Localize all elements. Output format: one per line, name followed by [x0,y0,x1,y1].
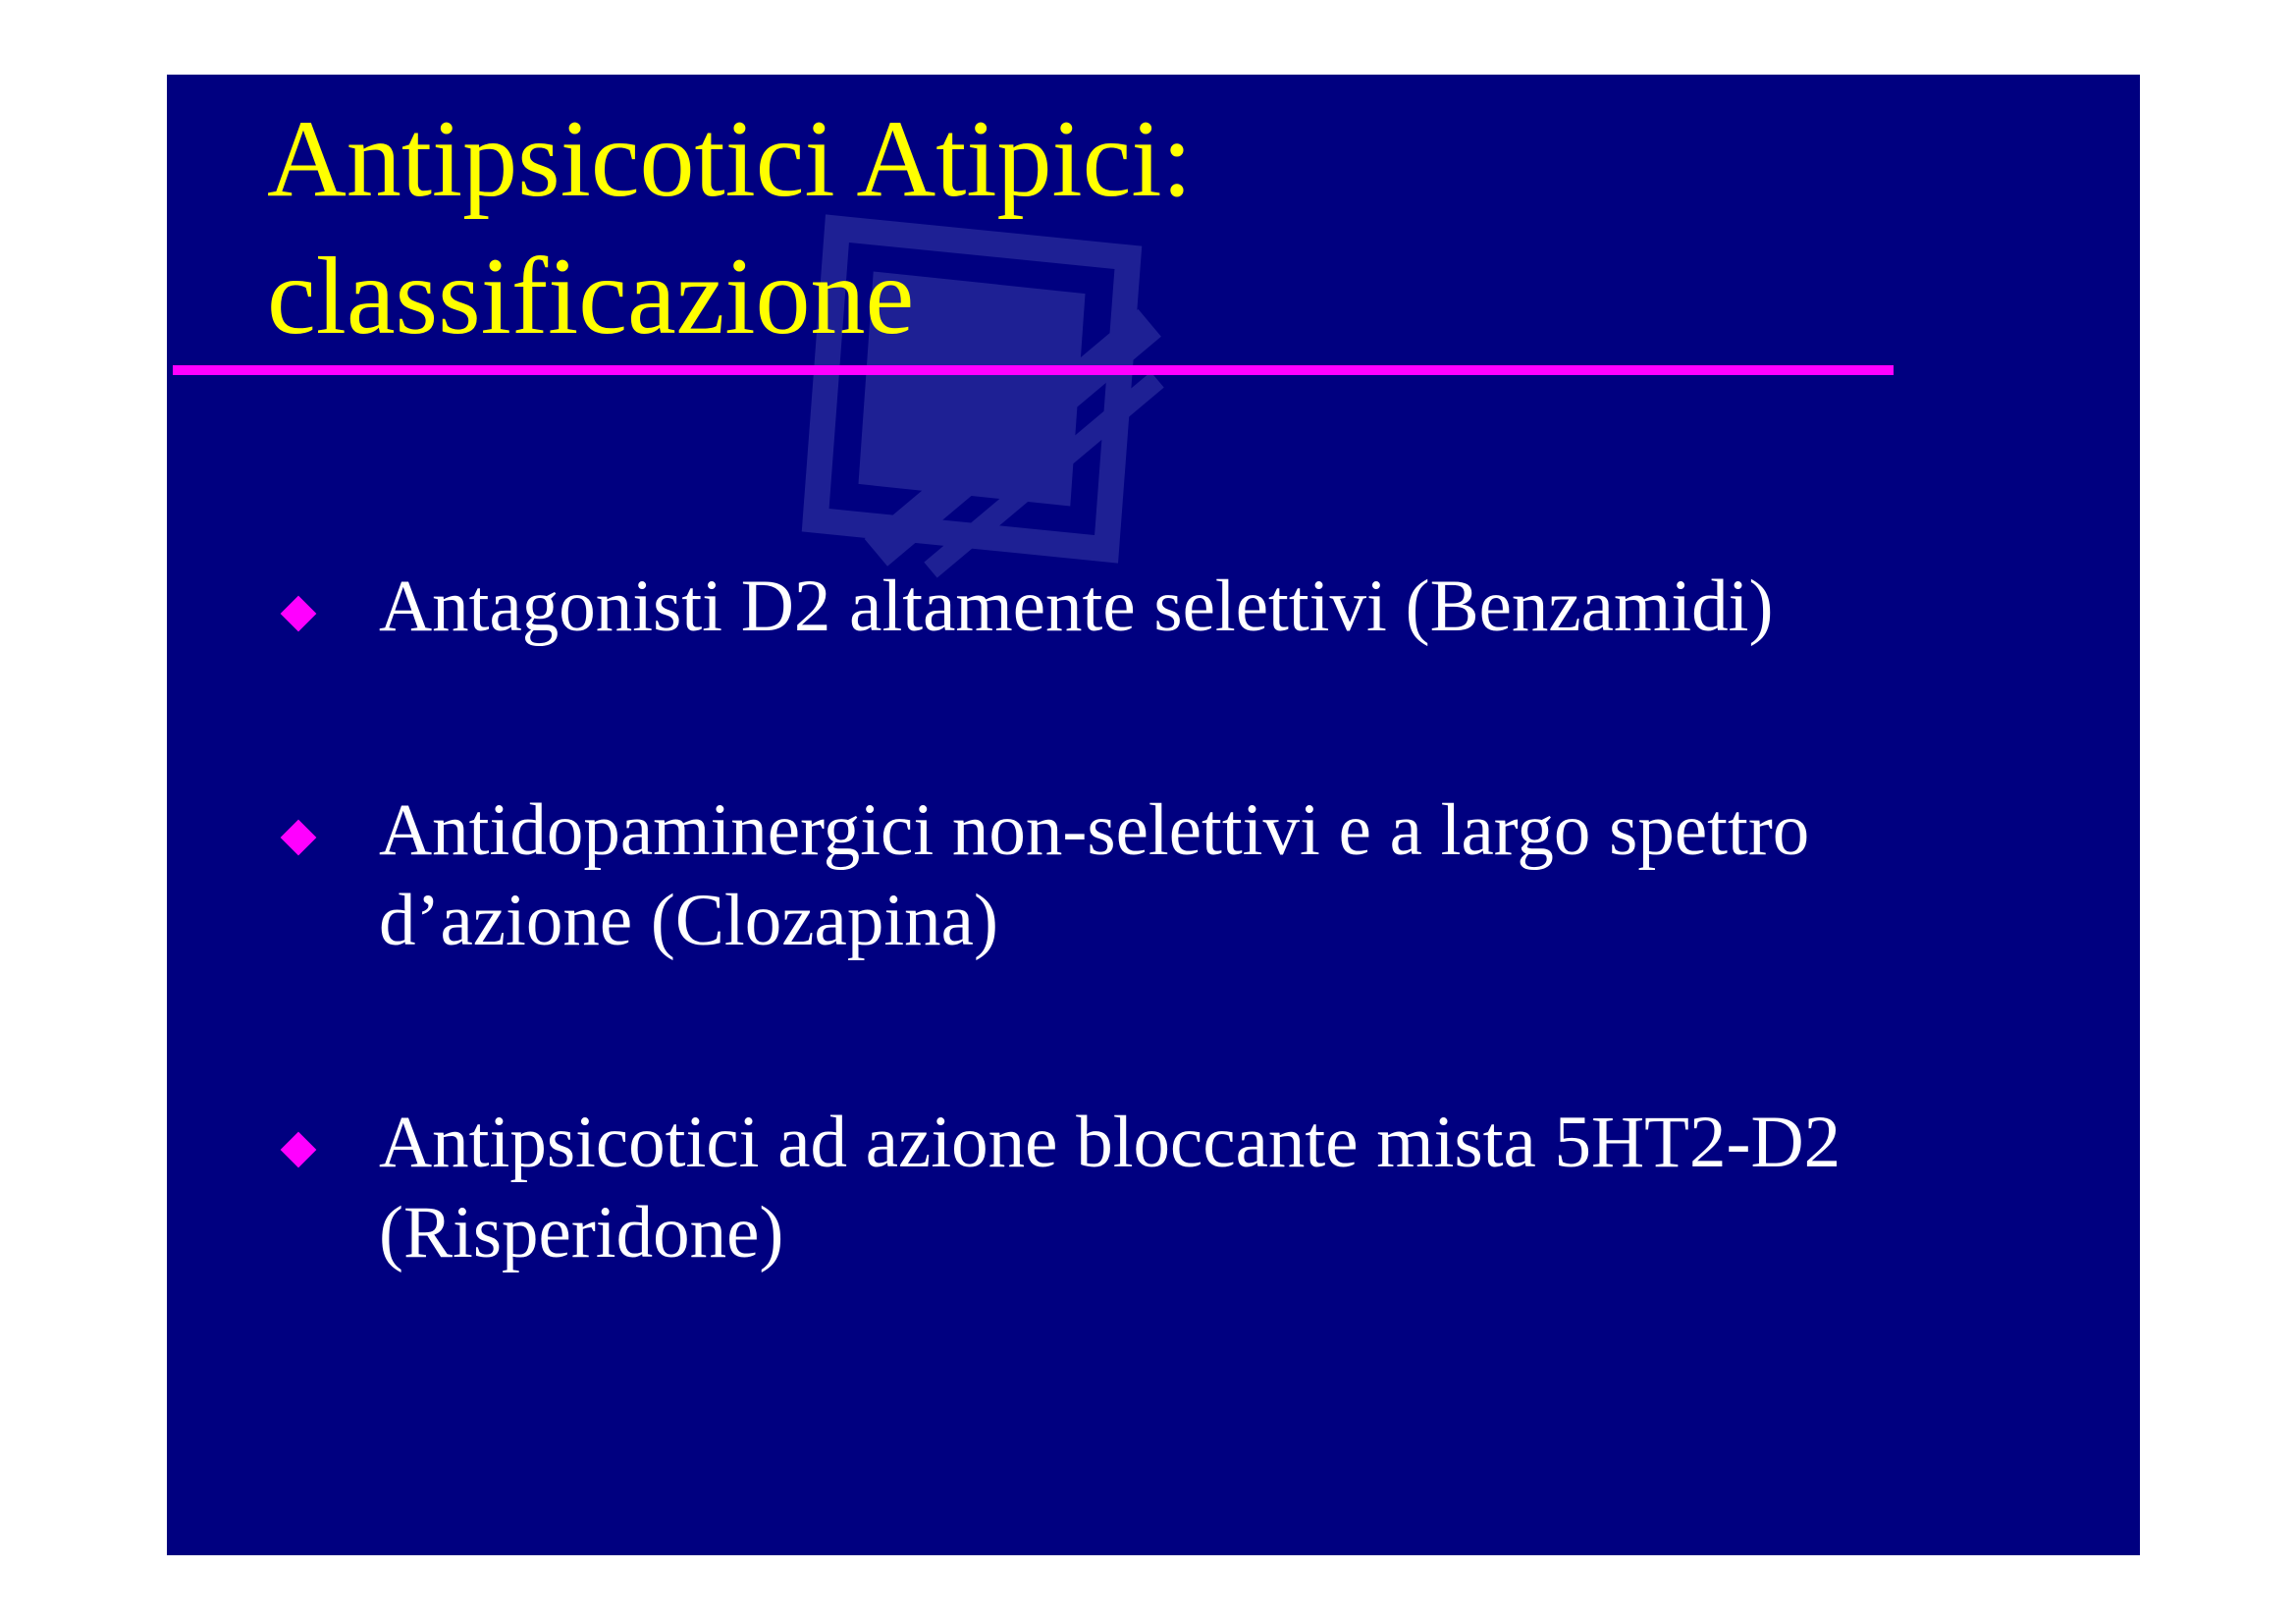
slide-title-line-2: classificazione [267,236,915,357]
diamond-bullet-icon [281,1132,317,1168]
slide-title [267,90,1193,365]
title-underline [173,365,1894,375]
diamond-bullet-icon [281,820,317,856]
slide [167,75,2140,1555]
bullet-text: Antagonisti D2 altamente selettivi (Benzamidi) [379,566,1774,647]
bullet-text: Antipsicotici ad azione bloccante mista 5HT2-D2 (Risperidone) [379,1102,1842,1273]
bullet-text: Antidopaminergici non-selettivi e a largo spettro d’azione (Clozapina) [379,789,1810,961]
diamond-bullet-icon [281,596,317,632]
slide-title-line-1: Antipsicotici Atipici: [267,98,1193,220]
